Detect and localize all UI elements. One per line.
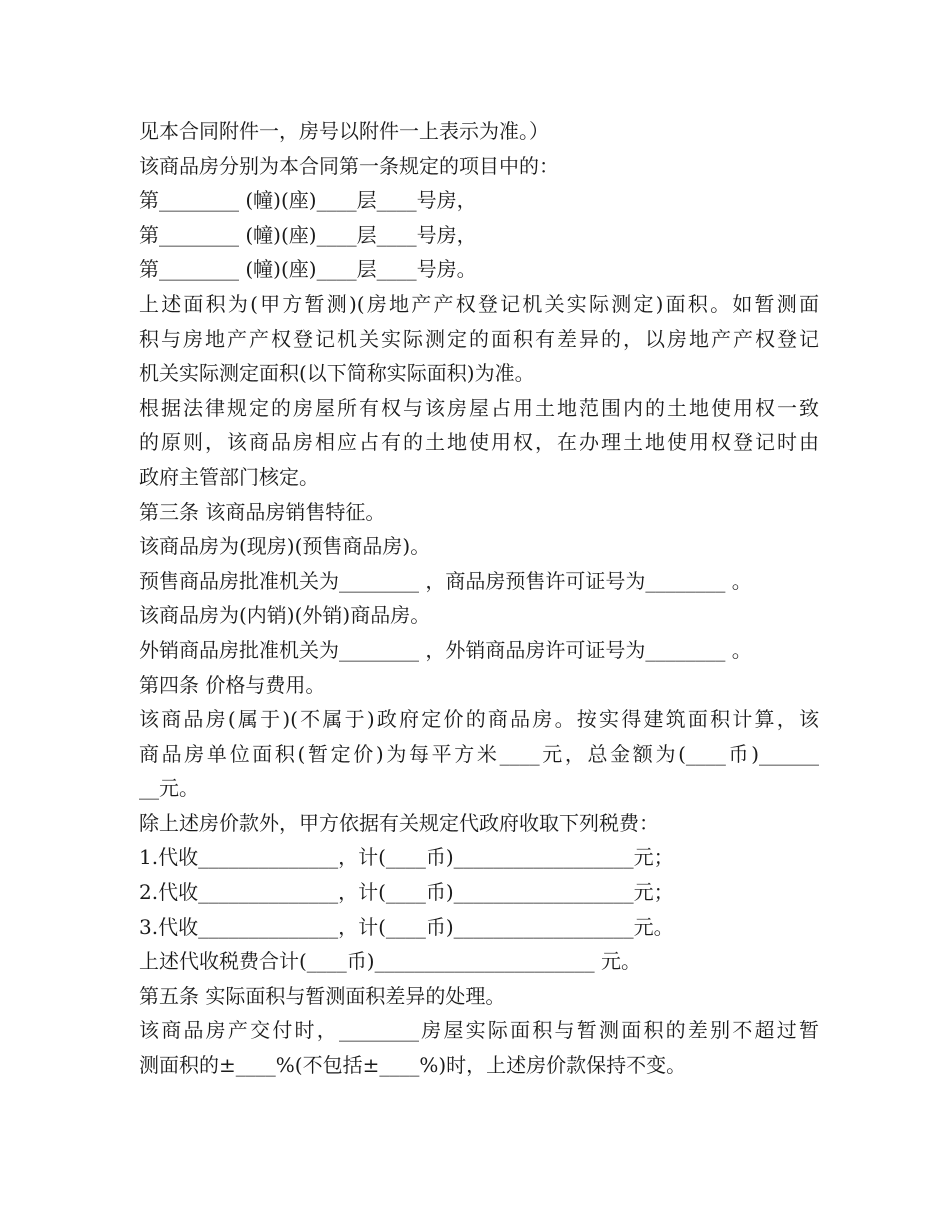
document-line: 第________ (幢)(座)____层____号房， <box>139 222 477 247</box>
document-line: 测面积的±____%(不包括±____%)时，上述房价款保持不变。 <box>139 1053 687 1078</box>
document-line: 该商品房为(内销)(外销)商品房。 <box>139 603 431 628</box>
document-line: 第三条 该商品房销售特征。 <box>139 499 386 524</box>
document-line: 的原则，该商品房相应占有的土地使用权，在办理土地使用权登记时由 <box>139 430 819 455</box>
document-line: 积与房地产产权登记机关实际测定的面积有差异的，以房地产产权登记 <box>139 326 819 351</box>
document-line: 外销商品房批准机关为________ ，外销商品房许可证号为________ 。 <box>139 637 752 662</box>
document-line: 预售商品房批准机关为________ ，商品房预售许可证号为________ 。 <box>139 568 752 593</box>
document-line: 除上述房价款外，甲方依据有关规定代政府收取下列税费： <box>139 810 659 835</box>
document-line: 2.代收______________，计(____币)__________________元； <box>139 880 674 905</box>
document-line: 政府主管部门核定。 <box>139 464 319 489</box>
document-body <box>139 114 819 1083</box>
document-line: 第五条 实际面积与暂测面积差异的处理。 <box>139 983 506 1008</box>
document-line: 机关实际测定面积(以下简称实际面积)为准。 <box>139 361 535 386</box>
document-line: 该商品房产交付时，________房屋实际面积与暂测面积的差别不超过暂 <box>139 1018 819 1043</box>
document-line: 商品房单位面积(暂定价)为每平方米____元，总金额为(____币)______ <box>139 741 819 766</box>
document-line: 第四条 价格与费用。 <box>139 672 326 697</box>
document-line: 3.代收______________，计(____币)__________________元。 <box>139 914 674 939</box>
document-line: 第________ (幢)(座)____层____号房， <box>139 188 477 213</box>
document-line: 该商品房分别为本合同第一条规定的项目中的： <box>139 153 559 178</box>
document-line: 上述代收税费合计(____币)______________________ 元。 <box>139 949 641 974</box>
document-line: 该商品房为(现房)(预售商品房)。 <box>139 534 431 559</box>
document-line: 1.代收______________，计(____币)__________________元； <box>139 845 674 870</box>
document-line: 根据法律规定的房屋所有权与该房屋占用土地范围内的土地使用权一致 <box>139 395 819 420</box>
document-line: __元。 <box>139 776 199 801</box>
document-line: 第________ (幢)(座)____层____号房。 <box>139 257 477 282</box>
document-line: 上述面积为(甲方暂测)(房地产产权登记机关实际测定)面积。如暂测面 <box>139 291 819 316</box>
document-line: 该商品房(属于)(不属于)政府定价的商品房。按实得建筑面积计算，该 <box>139 707 819 732</box>
document-line: 见本合同附件一，房号以附件一上表示为准。） <box>139 119 549 143</box>
